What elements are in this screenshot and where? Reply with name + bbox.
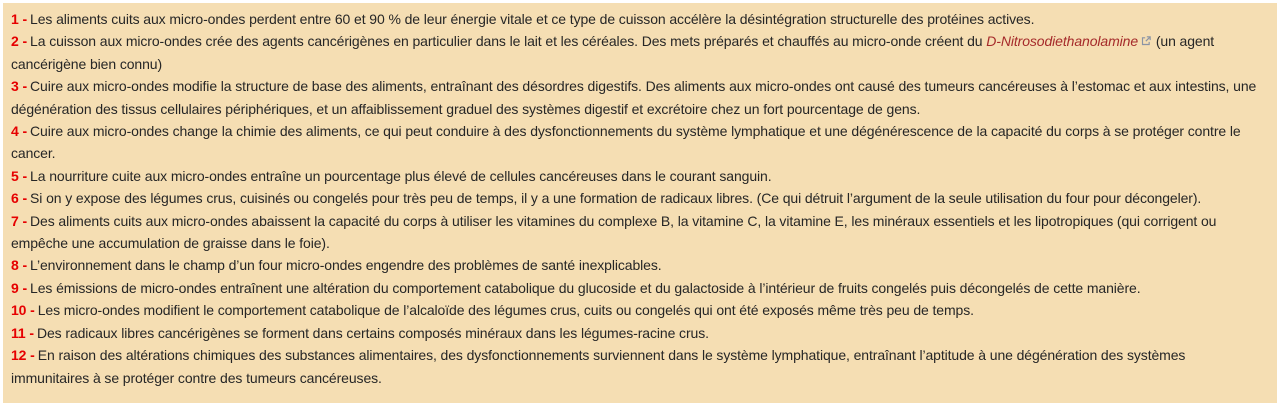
item-text: (un agent cancérigène bien connu) [11,33,1215,72]
item-text: Si on y expose des légumes crus, cuisinés ou congelés pour très peu de temps, il y a une formation de radicaux libres. (Ce qui détruit l’argument de la seule utilisation du four pour décongeler). [30,190,1202,207]
external-link-icon [1141,30,1151,52]
item-text: Les aliments cuits aux micro-ondes perdent entre 60 et 90 % de leur énergie vitale et ce type de cuisson accélère la désintégration structurelle des protéines actives. [30,11,1035,27]
item-number: 5 - [11,167,28,184]
list-item [11,344,1267,389]
item-text: Cuire aux micro-ondes modifie la structure de base des aliments, entraînant des désordres digestifs. Des aliments aux micro-ondes ont causé des tumeurs cancéreuses à l’estomac et aux intestins, une dégénération des tissus cellulaires périphériques, et un affaiblissement graduel des systèmes digestif et excrétoire chez un fort pourcentage de gens. [11,78,1257,117]
list-item [11,30,1267,75]
list-item [11,277,1267,299]
external-link[interactable]: D-Nitrosodiethanolamine [986,33,1139,50]
list-item [11,75,1267,120]
list-item [11,8,1267,30]
item-number: 3 - [11,78,28,95]
list-item [11,210,1267,255]
item-number: 10 - [11,302,35,319]
item-text: La cuisson aux micro-ondes crée des agents cancérigènes en particulier dans le lait et les céréales. Des mets préparés et chauffés au micro-onde créent du [30,33,987,50]
list-item [11,254,1267,276]
item-number: 9 - [11,279,28,296]
list-item [11,299,1267,321]
list-item [11,165,1267,187]
item-text: Les micro-ondes modifient le comportement catabolique de l’alcaloïde des légumes crus, cuits ou congelés qui ont été exposés même très peu de temps. [37,302,974,319]
item-text: Des aliments cuits aux micro-ondes abaissent la capacité du corps à utiliser les vitamines du complexe B, la vitamine C, la vitamine E, les minéraux essentiels et les lipotropiques (qui corrigent ou empêche une accumulation de graisse dans le foie). [11,212,1217,252]
item-number: 2 - [11,33,28,50]
list-item [11,187,1267,209]
item-text: Les émissions de micro-ondes entraînent une altération du comportement catabolique du glucoside et du galactoside à l’intérieur de fruits congelés puis décongelés de cette manière. [30,279,1141,296]
item-number: 1 - [11,11,28,27]
item-number: 7 - [11,212,28,229]
item-number: 12 - [11,347,35,364]
item-text: Des radicaux libres cancérigènes se forment dans certains composés minéraux dans les légumes-racine crus. [36,324,709,341]
item-number: 11 - [11,324,34,341]
item-text: En raison des altérations chimiques des substances alimentaires, des dysfonctionnements surviennent dans le système lymphatique, entraînant l’aptitude à une dégénération des systèmes immunitaires à se protéger contre des tumeurs cancéreuses. [11,347,1186,386]
article-text-block [3,3,1277,403]
item-number: 8 - [11,257,28,274]
list-item [11,120,1267,165]
item-number: 4 - [11,123,28,140]
item-text: La nourriture cuite aux micro-ondes entraîne un pourcentage plus élevé de cellules cancéreuses dans le courant sanguin. [30,167,772,184]
item-text: L’environnement dans le champ d’un four micro-ondes engendre des problèmes de santé inexplicables. [30,257,662,274]
list-item [11,322,1267,344]
item-number: 6 - [11,190,28,207]
item-text: Cuire aux micro-ondes change la chimie des aliments, ce qui peut conduire à des dysfonctionnements du système lymphatique et une dégénérescence de la capacité du corps à se protéger contre le cancer. [11,123,1241,162]
